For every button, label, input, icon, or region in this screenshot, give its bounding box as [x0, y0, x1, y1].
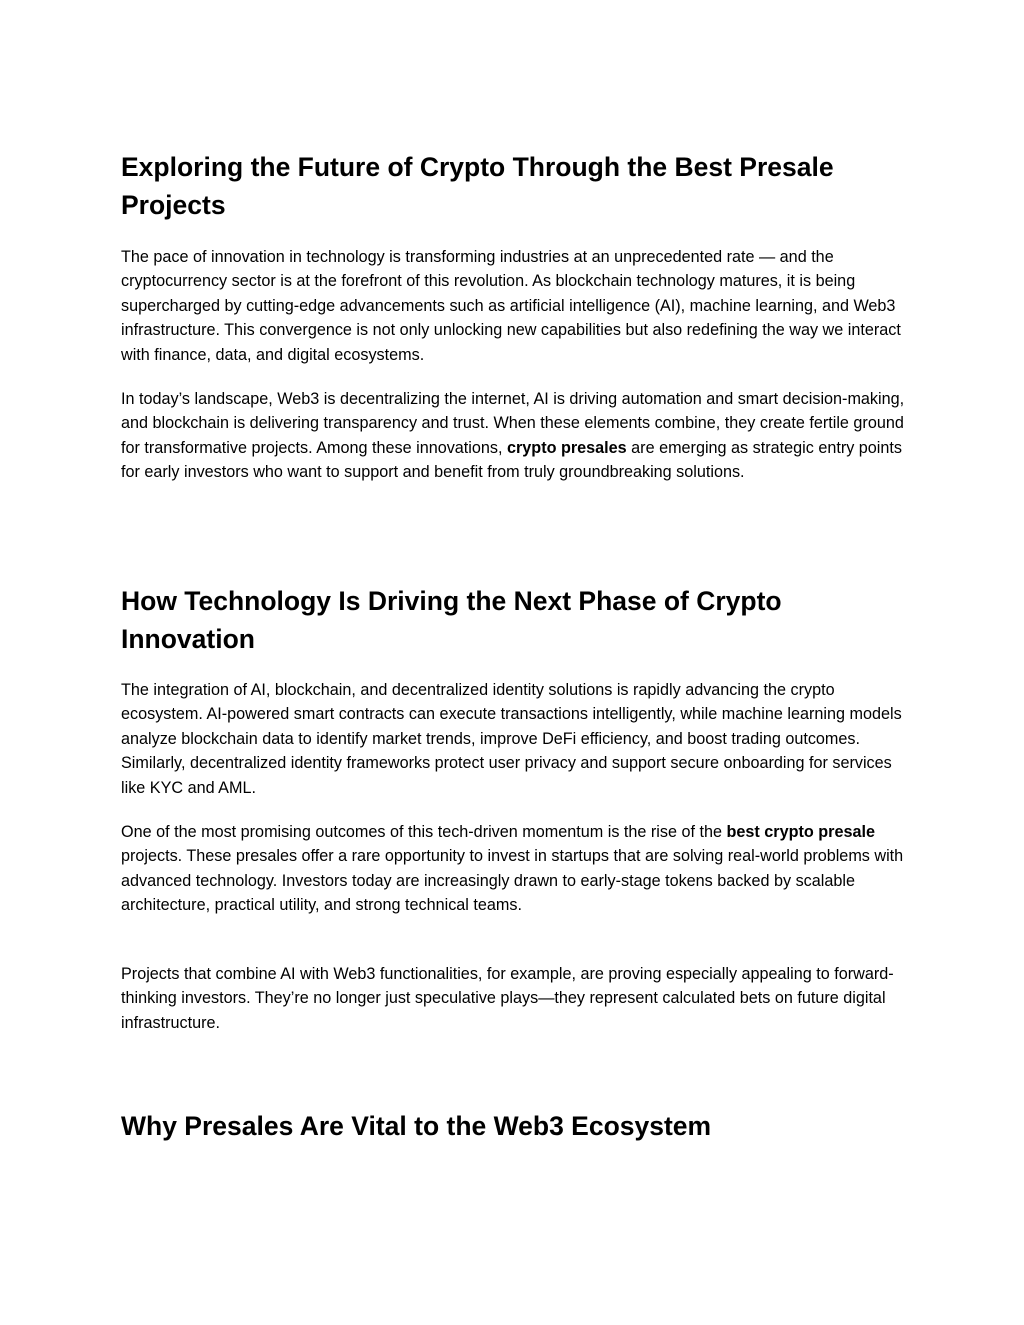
- paragraph-text: One of the most promising outcomes of this tech-driven momentum is the rise of the: [121, 823, 727, 841]
- paragraph-integration-ai-blockchain: The integration of AI, blockchain, and decentralized identity solutions is rapidly advancing the crypto ecosystem. AI-powered smart contracts can execute transactions intelligently, while machine learning models analyze blockchain data to identify market trends, improve DeFi efficiency, and boost trading outcomes. Similarly, decentralized identity frameworks protect user privacy and support secure onboarding for services like KYC and AML.: [121, 681, 902, 797]
- section-heading-technology-driving-innovation: How Technology Is Driving the Next Phase of Crypto Innovation: [121, 586, 782, 654]
- bold-phrase-crypto-presales: crypto presales: [507, 438, 627, 457]
- paragraph-best-crypto-presale: [121, 820, 906, 918]
- paragraph-text: are emerging as strategic entry points for early investors who want to support and benefit from truly groundbreaking solutions.: [121, 438, 902, 482]
- section-heading-presales-vital: Why Presales Are Vital to the Web3 Ecosystem: [121, 1111, 712, 1141]
- bold-phrase-best-crypto-presale: best crypto presale: [726, 823, 875, 841]
- paragraph-text: In today’s landscape, Web3 is decentralizing the internet, AI is driving automation and smart decision-making, and blockchain is delivering transparency and trust. When these elements combine, they create fertile ground for transformative projects. Among these innovations,: [121, 390, 905, 457]
- paragraph-ai-web3-projects: Projects that combine AI with Web3 functionalities, for example, are proving especially appealing to forward-thinking investors. They’re no longer just speculative plays—they represent calculated bets on future digital infrastructure.: [121, 965, 894, 1032]
- paragraph-todays-landscape: [121, 387, 906, 485]
- section-heading-future-of-crypto: Exploring the Future of Crypto Through the Best Presale Projects: [121, 152, 834, 220]
- paragraph-innovation-pace: The pace of innovation in technology is transforming industries at an unprecedented rate — and the cryptocurrency sector is at the forefront of this revolution. As blockchain technology matures, it is being supercharged by cutting-edge advancements such as artificial intelligence (AI), machine learning, and Web3 infrastructure. This convergence is not only unlocking new capabilities but also redefining the way we interact with finance, data, and digital ecosystems.: [121, 248, 901, 364]
- paragraph-text: projects. These presales offer a rare opportunity to invest in startups that are solving real-world problems with advanced technology. Investors today are increasingly drawn to early-stage tokens backed by scalable architecture, practical utility, and strong technical teams.: [121, 847, 904, 915]
